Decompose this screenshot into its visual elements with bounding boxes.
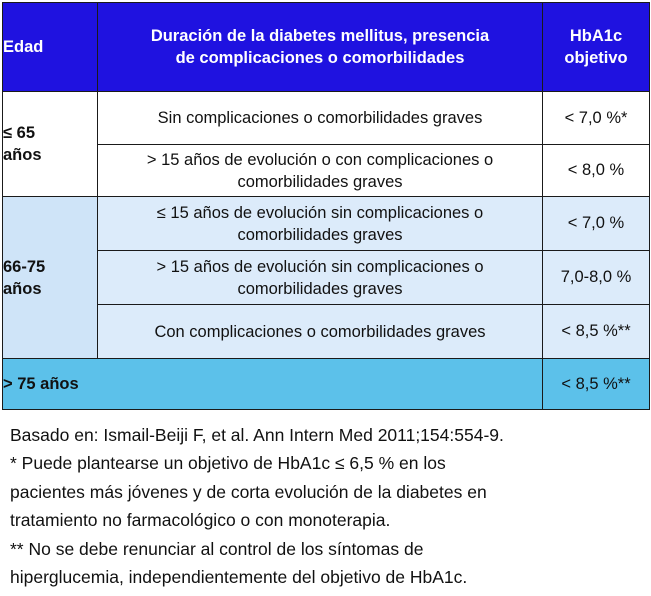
hba1c-target-cell: < 7,0 % [543, 197, 650, 251]
table-row [3, 145, 650, 197]
source-citation: Basado en: Ismail-Beiji F, et al. Ann Intern Med 2011;154:554-9. [10, 425, 504, 445]
hba1c-target-cell: < 8,0 % [543, 145, 650, 197]
condition-line1: > 15 años de evolución o con complicaciones o [146, 150, 494, 169]
hba1c-target-cell: < 8,5 %** [543, 359, 650, 410]
footnote-1-line3: tratamiento no farmacológico o con monoterapia. [10, 510, 391, 531]
header-hba1c-line2: objetivo [564, 49, 628, 67]
condition-line1: ≤ 15 años de evolución sin complicaciones o [156, 203, 484, 222]
condition-line1: Con complicaciones o comorbilidades graves [154, 322, 486, 341]
table-row [3, 359, 650, 410]
condition-line2: comorbilidades graves [237, 279, 403, 298]
age-group-gt75: > 75 años [3, 359, 543, 410]
table-row [3, 197, 650, 251]
condition-cell [98, 197, 543, 251]
condition-line2: comorbilidades graves [237, 225, 403, 244]
hba1c-target-cell: < 7,0 %* [543, 92, 650, 145]
age-group-le65 [3, 92, 98, 197]
condition-cell [98, 251, 543, 305]
hba1c-target-cell: 7,0-8,0 % [543, 251, 650, 305]
footnotes [10, 421, 648, 591]
footnote-1-line1: * Puede plantearse un objetivo de HbA1c ≤ 6,5 % en los [10, 453, 446, 474]
footnote-2-line1: ** No se debe renunciar al control de los síntomas de [10, 538, 424, 559]
header-duration-line2: de complicaciones o comorbilidades [175, 49, 465, 67]
age-line1: 66-75 [3, 257, 46, 276]
table-row [3, 305, 650, 359]
header-age: Edad [3, 3, 98, 92]
condition-cell [98, 305, 543, 359]
header-duration-line1: Duración de la diabetes mellitus, presencia [150, 27, 490, 45]
age-line2: años [3, 146, 42, 164]
age-group-66-75 [3, 197, 98, 359]
header-duration [98, 3, 543, 92]
footnote-1-line2: pacientes más jóvenes y de corta evolución de la diabetes en [10, 481, 487, 502]
header-hba1c [543, 3, 650, 92]
condition-cell [98, 92, 543, 145]
condition-cell [98, 145, 543, 197]
age-line1: ≤ 65 [3, 124, 35, 142]
header-hba1c-line1: HbA1c [569, 27, 623, 45]
table-header-row [3, 3, 650, 92]
footnote-2-line2: hiperglucemia, independientemente del objetivo de HbA1c. [10, 567, 468, 588]
condition-line2: comorbilidades graves [237, 172, 403, 191]
condition-line1: > 15 años de evolución sin complicaciones o [156, 257, 484, 276]
age-line2: años [3, 279, 42, 298]
hba1c-target-cell: < 8,5 %** [543, 305, 650, 359]
table-row [3, 251, 650, 305]
table-row [3, 92, 650, 145]
condition-line1: Sin complicaciones o comorbilidades graves [157, 109, 483, 127]
hba1c-target-table [2, 2, 650, 410]
